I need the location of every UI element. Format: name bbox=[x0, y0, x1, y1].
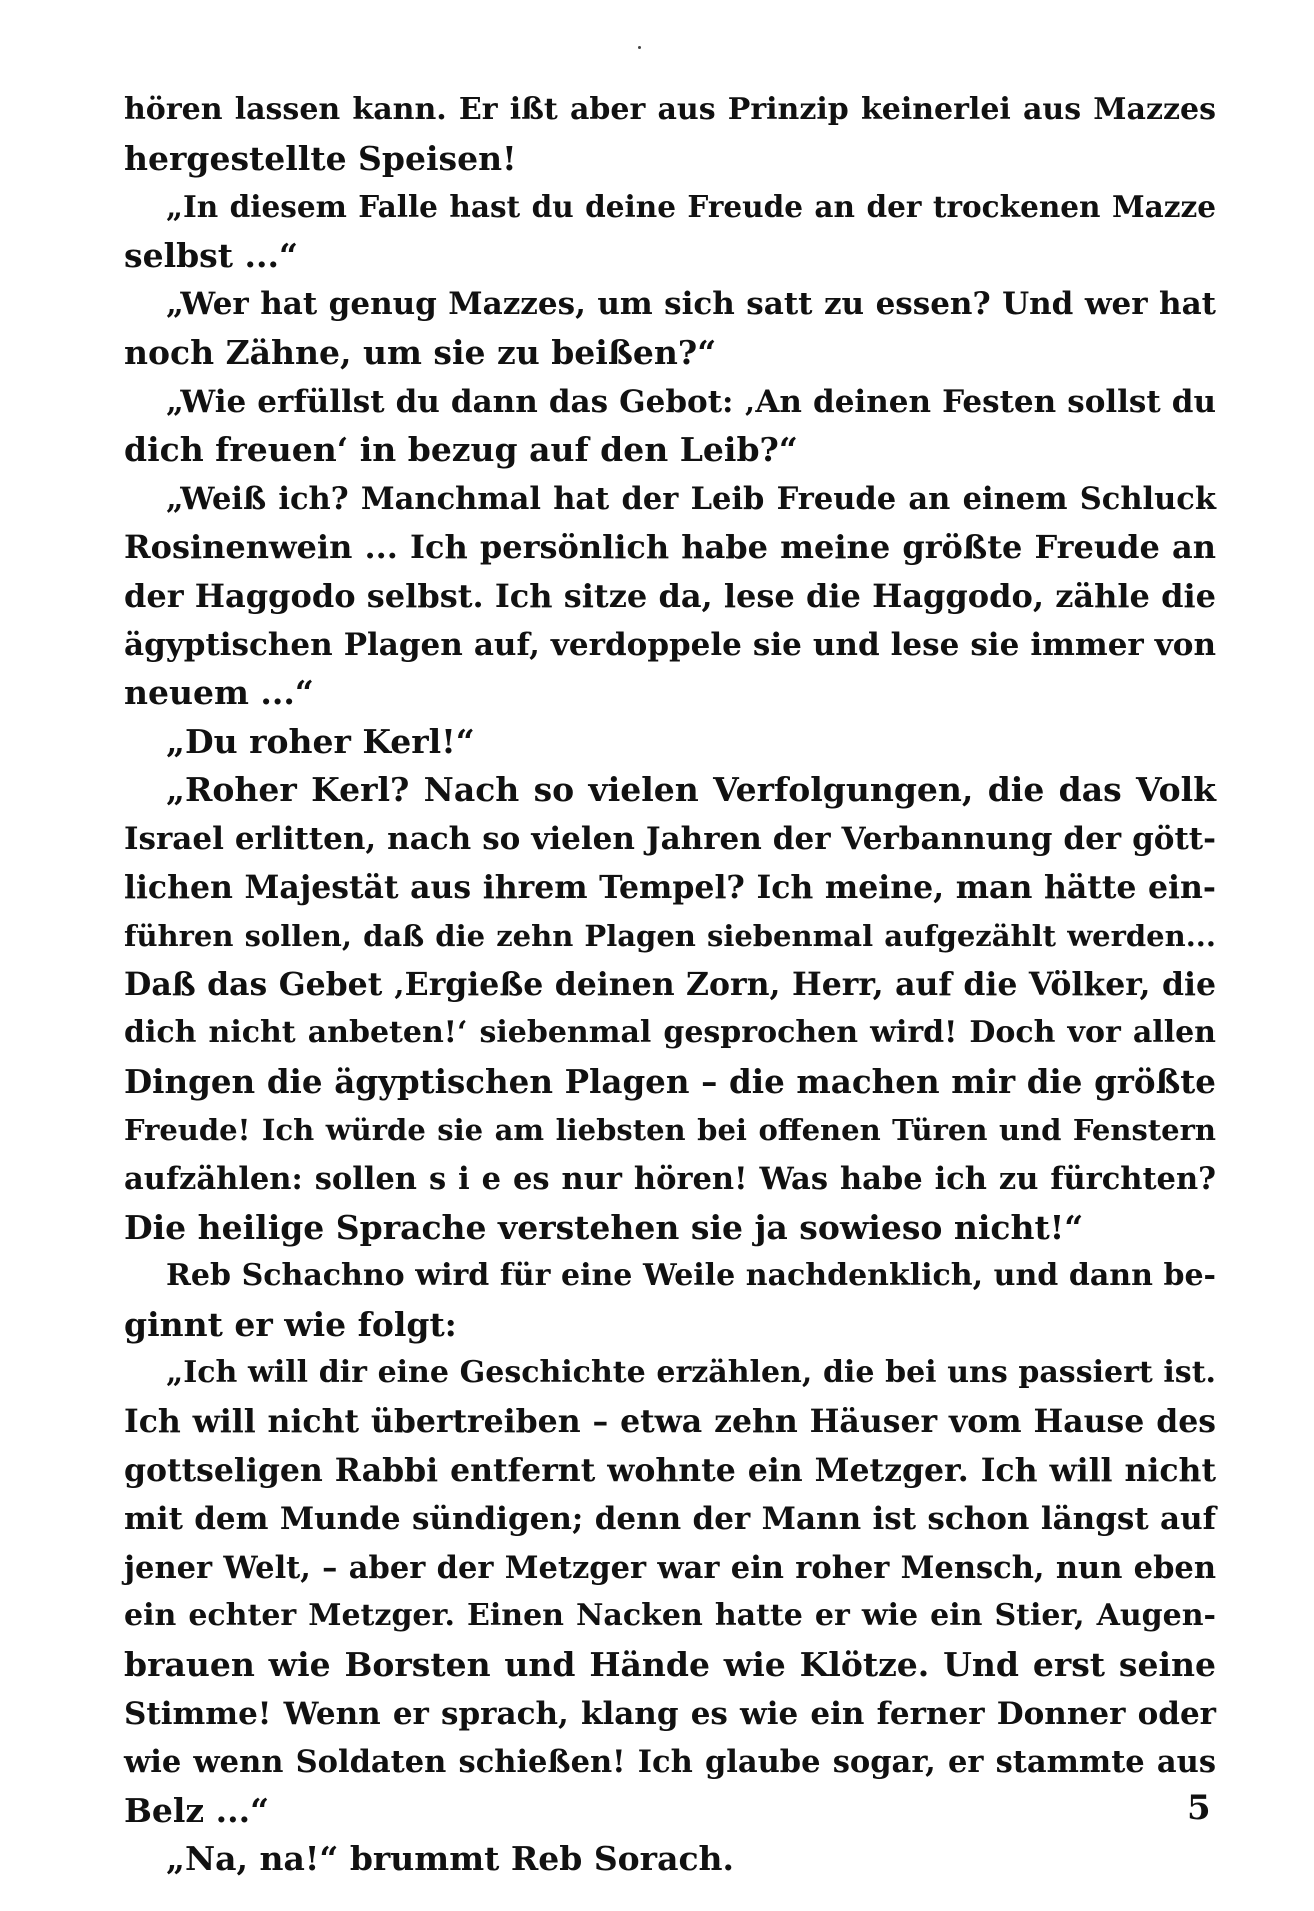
text-line: Freude! Ich würde sie am liebsten bei offenen Türen und Fenstern bbox=[124, 1113, 1216, 1148]
text-line: Die heilige Sprache verstehen sie ja sowieso nicht!“ bbox=[124, 1207, 1084, 1247]
text-line: „In diesem Falle hast du deine Freude an der trockenen Mazze bbox=[166, 189, 1216, 225]
text-line: Israel erlitten, nach so vielen Jahren der Verbannung der gött- bbox=[124, 820, 1216, 857]
text-line: der Haggodo selbst. Ich sitze da, lese die Haggodo, zähle die bbox=[124, 576, 1216, 615]
text-line: aufzählen: sollen s i e es nur hören! Was habe ich zu fürchten? bbox=[124, 1161, 1216, 1198]
text-line: brauen wie Borsten und Hände wie Klötze. Und erst seine bbox=[124, 1645, 1216, 1684]
text-line: „Weiß ich? Manchmal hat der Leib Freude an einem Schluck bbox=[166, 480, 1216, 517]
text-line: Stimme! Wenn er sprach, klang es wie ein ferner Donner oder bbox=[124, 1695, 1216, 1732]
text-line: Ich will nicht übertreiben – etwa zehn Häuser vom Hause des bbox=[124, 1403, 1216, 1441]
text-line: Belz ...“ bbox=[124, 1790, 270, 1830]
text-line: „Ich will dir eine Geschichte erzählen, die bei uns passiert ist. bbox=[166, 1355, 1216, 1391]
text-line: noch Zähne, um sie zu beißen?“ bbox=[124, 332, 717, 372]
body-text bbox=[124, 86, 1216, 1884]
text-line: selbst ...“ bbox=[124, 235, 298, 275]
text-line: lichen Majestät aus ihrem Tempel? Ich meine, man hätte ein- bbox=[124, 868, 1216, 906]
text-line: ein echter Metzger. Einen Nacken hatte er wie ein Stier, Augen- bbox=[124, 1598, 1216, 1634]
text-line: dich freuen‘ in bezug auf den Leib?“ bbox=[124, 430, 798, 470]
text-line: „Du roher Kerl!“ bbox=[166, 721, 475, 761]
page-number: 5 bbox=[1187, 1788, 1211, 1828]
text-line: führen sollen, daß die zehn Plagen siebenmal aufgezählt werden... bbox=[124, 919, 1216, 954]
text-line: mit dem Munde sündigen; denn der Mann ist schon längst auf bbox=[124, 1501, 1216, 1538]
text-line: wie wenn Soldaten schießen! Ich glaube sogar, er stammte aus bbox=[124, 1744, 1216, 1781]
text-line: „Roher Kerl? Nach so vielen Verfolgungen, die das Volk bbox=[166, 770, 1216, 810]
text-line: Rosinenwein ... Ich persönlich habe meine größte Freude an bbox=[124, 528, 1216, 567]
text-line: Daß das Gebet ‚Ergieße deinen Zorn, Herr, auf die Völker, die bbox=[124, 965, 1216, 1003]
text-line: Dingen die ägyptischen Plagen – die machen mir die größte bbox=[124, 1061, 1216, 1101]
text-line: ägyptischen Plagen auf, verdoppele sie und lese sie immer von bbox=[124, 626, 1216, 663]
text-line: jener Welt, – aber der Metzger war ein roher Mensch, nun eben bbox=[124, 1549, 1216, 1586]
text-line: „Wie erfüllst du dann das Gebot: ‚An deinen Festen sollst du bbox=[166, 383, 1216, 420]
text-line: „Wer hat genug Mazzes, um sich satt zu essen? Und wer hat bbox=[166, 286, 1216, 323]
text-line: Reb Schachno wird für eine Weile nachdenklich, und dann be- bbox=[166, 1258, 1216, 1294]
text-line: hören lassen kann. Er ißt aber aus Prinzip keinerlei aus Mazzes bbox=[124, 92, 1216, 127]
text-line: dich nicht anbeten!‘ siebenmal gesprochen wird! Doch vor allen bbox=[124, 1015, 1216, 1051]
text-line: ginnt er wie folgt: bbox=[124, 1304, 457, 1344]
text-line: hergestellte Speisen! bbox=[124, 138, 517, 178]
text-line: neuem ...“ bbox=[124, 673, 314, 713]
text-line: gottseligen Rabbi entfernt wohnte ein Metzger. Ich will nicht bbox=[124, 1451, 1216, 1489]
text-line: „Na, na!“ brummt Reb Sorach. bbox=[166, 1839, 735, 1879]
paper-speck bbox=[638, 46, 641, 49]
